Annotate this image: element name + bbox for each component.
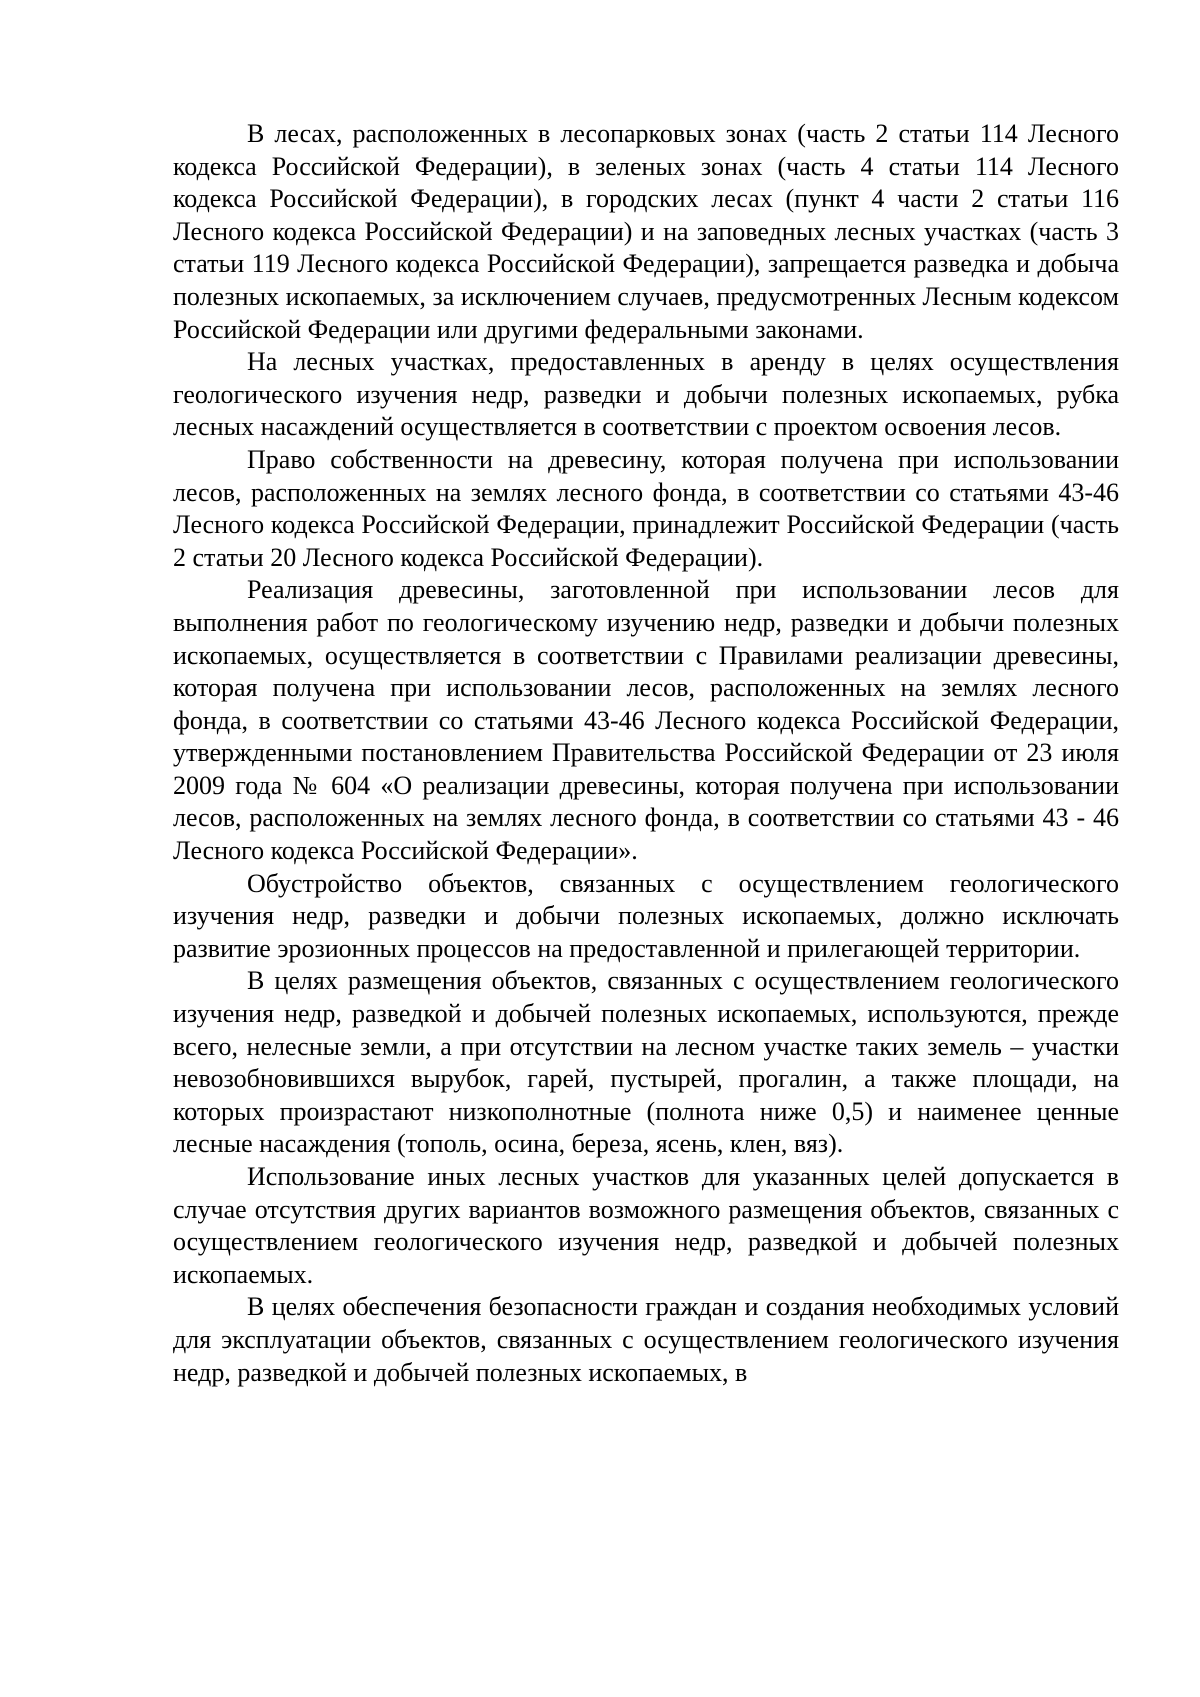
paragraph-5: Обустройство объектов, связанных с осуществлением геологического изучения недр, разведки и добычи полезных ископаемых, должно исключать развитие эрозионных процессов на предоставленной и прилегающей территории. bbox=[173, 868, 1119, 963]
paragraph-3: Право собственности на древесину, которая получена при использовании лесов, расположенных на землях лесного фонда, в соответствии со статьями 43-46 Лесного кодекса Российской Федерации, принадлежит Российской Федерации (часть 2 статьи 20 Лесного кодекса Российской Федерации). bbox=[173, 444, 1119, 572]
document-page bbox=[173, 118, 1119, 1389]
paragraph-7: Использование иных лесных участков для указанных целей допускается в случае отсутствия других вариантов возможного размещения объектов, связанных с осуществлением геологического изучения недр, разведкой и добычей полезных ископаемых. bbox=[173, 1162, 1119, 1289]
paragraph-4: Реализация древесины, заготовленной при использовании лесов для выполнения работ по геологическому изучению недр, разведки и добычи полезных ископаемых, осуществляется в соответствии с Правилами реализации древесины, которая получена при использовании лесов, расположенных на землях лесного фонда, в соответствии со статьями 43-46 Лесного кодекса Российской Федерации, утвержденными постановлением Правительства Российской Федерации от 23 июля 2009 года № 604 «О реализации древесины, которая получена при использовании лесов, расположенных на землях лесного фонда, в соответствии со статьями 43 - 46 Лесного кодекса Российской Федерации». bbox=[173, 575, 1119, 866]
paragraph-2: На лесных участках, предоставленных в аренду в целях осуществления геологического изучения недр, разведки и добычи полезных ископаемых, рубка лесных насаждений осуществляется в соответствии с проектом освоения лесов. bbox=[173, 347, 1119, 442]
paragraph-8: В целях обеспечения безопасности граждан и создания необходимых условий для эксплуатации объектов, связанных с осуществлением геологического изучения недр, разведкой и добычей полезных ископаемых, в bbox=[173, 1292, 1119, 1387]
paragraph-1: В лесах, расположенных в лесопарковых зонах (часть 2 статьи 114 Лесного кодекса Российской Федерации), в зеленых зонах (часть 4 статьи 114 Лесного кодекса Российской Федерации), в городских лесах (пункт 4 части 2 статьи 116 Лесного кодекса Российской Федерации) и на заповедных лесных участках (часть 3 статьи 119 Лесного кодекса Российской Федерации), запрещается разведка и добыча полезных ископаемых, за исключением случаев, предусмотренных Лесным кодексом Российской Федерации или другими федеральными законами. bbox=[173, 119, 1119, 344]
paragraph-6: В целях размещения объектов, связанных с осуществлением геологического изучения недр, разведкой и добычей полезных ископаемых, используются, прежде всего, нелесные земли, а при отсутствии на лесном участке таких земель – участки невозобновившихся вырубок, гарей, пустырей, прогалин, а также площади, на которых произрастают низкополнотные (полнота ниже 0,5) и наименее ценные лесные насаждения (тополь, осина, береза, ясень, клен, вяз). bbox=[173, 966, 1119, 1159]
